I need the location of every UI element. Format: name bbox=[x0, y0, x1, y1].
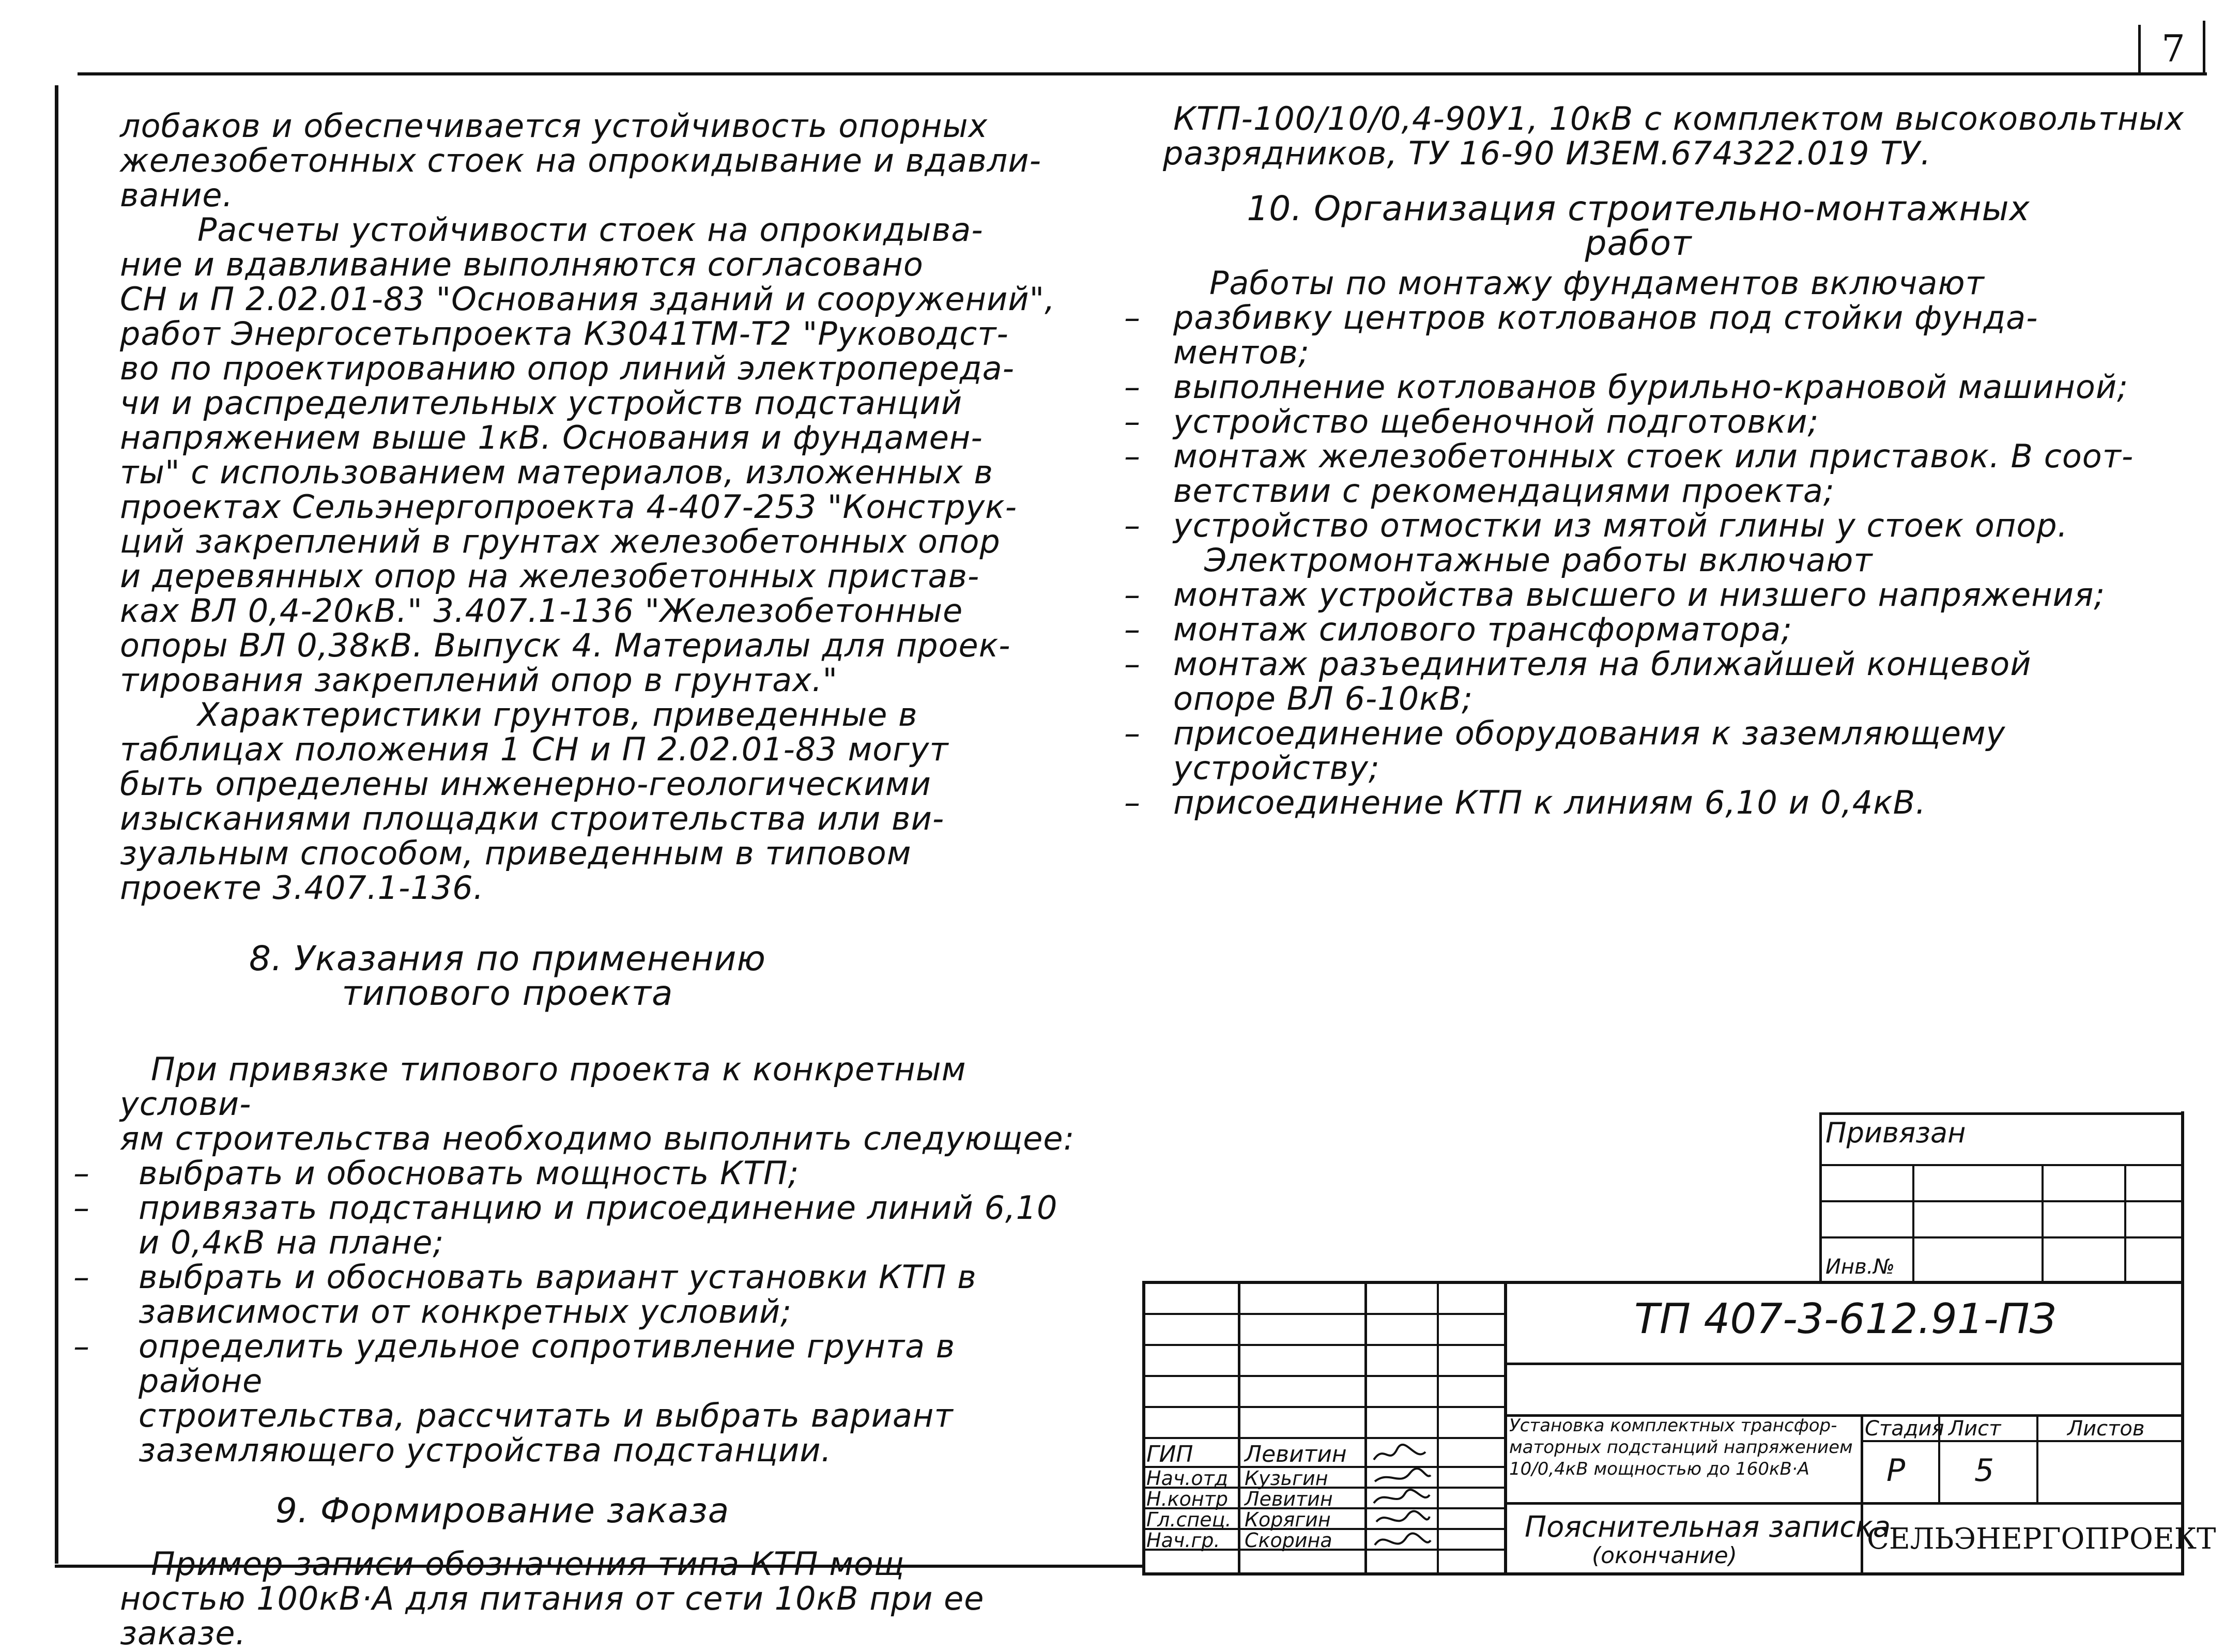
list-item bbox=[1124, 645, 2186, 717]
signature-mark bbox=[1376, 1511, 1430, 1522]
dash-bullet: – bbox=[1124, 645, 1141, 683]
signatory-role: Нач.отд bbox=[1146, 1467, 1229, 1490]
text-line: ние и вдавливание выполняются согласовано bbox=[120, 246, 924, 283]
list-item bbox=[1124, 610, 2186, 648]
document-name-line: (окончание) bbox=[1592, 1542, 1737, 1569]
intro-line: железобетонных стоек на опрокидывание и вдавли- bbox=[120, 142, 1041, 179]
tb-line bbox=[1504, 1502, 2184, 1505]
signatory-role: ГИП bbox=[1146, 1441, 1193, 1467]
list-item bbox=[1124, 299, 2186, 371]
intro-line: лобаков и обеспечивается устойчивость опорных bbox=[120, 107, 988, 145]
tb-line bbox=[1142, 1281, 1145, 1575]
text-line: тирования закреплений опор в грунтах." bbox=[120, 661, 838, 699]
text-line: проекте 3.407.1-136. bbox=[120, 869, 484, 907]
text-line: привязать подстанцию и присоединение линий 6,10 bbox=[139, 1189, 1058, 1227]
text-line: Расчеты устойчивости стоек на опрокидыва- bbox=[197, 211, 984, 249]
sheet-header: Лист bbox=[1948, 1417, 2001, 1441]
text-line: опоры ВЛ 0,38кВ. Выпуск 4. Материалы для проек- bbox=[120, 626, 1011, 664]
inventory-label: Инв.№ bbox=[1825, 1255, 1895, 1279]
section-8-heading bbox=[120, 941, 895, 1011]
text-line: выбрать и обосновать мощность КТП; bbox=[139, 1154, 800, 1192]
text-line: присоединение оборудования к заземляющему bbox=[1173, 714, 2006, 752]
left-frame-line bbox=[55, 85, 58, 1564]
tb-line bbox=[1142, 1375, 1504, 1377]
text-line: разбивку центров котлованов под стойки фунда- bbox=[1173, 299, 2038, 336]
dash-bullet: – bbox=[73, 1154, 90, 1192]
text-line: выбрать и обосновать вариант установки КТП в bbox=[139, 1258, 977, 1296]
tb-line bbox=[2181, 1111, 2184, 1575]
tb-line bbox=[1142, 1344, 1504, 1346]
dash-bullet: – bbox=[73, 1189, 90, 1227]
text-line: монтаж разъединителя на ближайшей концевой bbox=[1173, 645, 2032, 683]
text-line: опоре ВЛ 6-10кВ; bbox=[1173, 680, 1474, 717]
section-title-line: 10. Организация строительно-монтажных bbox=[1247, 189, 2030, 228]
dash-bullet: – bbox=[1124, 507, 1141, 544]
section-title-line: 8. Указания по применению bbox=[249, 939, 766, 978]
text-line: строительства, рассчитать и выбрать вариант bbox=[139, 1397, 954, 1434]
tb-line bbox=[1364, 1281, 1367, 1575]
text-line: таблицах положения 1 СН и П 2.02.01-83 могут bbox=[120, 730, 949, 768]
dash-bullet: – bbox=[73, 1327, 90, 1365]
text-line: работ Энергосетьпроекта К3041ТМ-Т2 "Руководст- bbox=[120, 315, 1009, 353]
text-line: зависимости от конкретных условий; bbox=[139, 1293, 792, 1330]
section-8-body bbox=[73, 1050, 1081, 1469]
tb-line bbox=[1142, 1406, 1504, 1408]
list-item bbox=[1124, 368, 2186, 406]
project-title-line: Установка комплектных трансфор- bbox=[1509, 1415, 1837, 1436]
list-item bbox=[1124, 507, 2186, 544]
signature-mark bbox=[1375, 1469, 1431, 1481]
text-line: изысканиями площадки строительства или ви- bbox=[120, 800, 945, 837]
signatory-name: Скорина bbox=[1245, 1529, 1332, 1552]
signatory-name: Левитин bbox=[1245, 1488, 1333, 1510]
signatory-role: Гл.спец. bbox=[1146, 1508, 1232, 1531]
binding-title: Привязан bbox=[1825, 1116, 1966, 1149]
stamp-line bbox=[1819, 1200, 2181, 1202]
organization-name: СЕЛЬЭНЕРГОПРОЕКТ bbox=[1867, 1522, 2216, 1556]
stamp-line bbox=[1819, 1164, 2181, 1166]
stage-header: Стадия bbox=[1865, 1417, 1944, 1441]
tb-line bbox=[1142, 1281, 2184, 1284]
text-line: ям строительства необходимо выполнить следующее: bbox=[120, 1120, 1075, 1157]
text-line: зуальным способом, приведенным в типовом bbox=[120, 834, 912, 872]
text-line: определить удельное сопротивление грунта в районе bbox=[139, 1327, 956, 1400]
soil-paragraph bbox=[120, 697, 1081, 905]
page-number: 7 bbox=[2161, 27, 2185, 70]
stamp-line bbox=[1819, 1112, 2181, 1115]
text-line: проектах Сельэнергопроекта 4-407-253 "Конструк- bbox=[120, 488, 1017, 526]
section-10-heading bbox=[1173, 191, 2104, 261]
text-line: заказе. bbox=[120, 1614, 247, 1652]
signatory-role: Н.контр bbox=[1146, 1488, 1228, 1510]
tb-line bbox=[1142, 1437, 1504, 1439]
dash-bullet: – bbox=[1124, 610, 1141, 648]
tb-line bbox=[1504, 1363, 2184, 1365]
top-frame-line bbox=[78, 72, 2207, 75]
text-line: чи и распределительных устройств подстанций bbox=[120, 384, 963, 422]
list-item bbox=[73, 1327, 1081, 1469]
dash-bullet: – bbox=[1124, 576, 1141, 614]
stamp-line bbox=[2124, 1164, 2126, 1283]
signatory-name: Корягин bbox=[1245, 1508, 1331, 1531]
signatory-name: Левитин bbox=[1245, 1441, 1347, 1467]
text-line: и деревянных опор на железобетонных пристав- bbox=[120, 557, 980, 595]
project-title-line: маторных подстанций напряжением bbox=[1509, 1437, 1853, 1458]
dash-bullet: – bbox=[1124, 437, 1141, 475]
list-item bbox=[1124, 403, 2186, 440]
left-column bbox=[73, 107, 1081, 1652]
dash-bullet: – bbox=[1124, 784, 1141, 821]
intro-line: вание. bbox=[120, 176, 234, 214]
list-item bbox=[73, 1258, 1081, 1330]
signatory-role: Нач.гр. bbox=[1146, 1529, 1220, 1552]
tb-line bbox=[1504, 1281, 1507, 1575]
dash-bullet: – bbox=[1124, 299, 1141, 336]
signature-mark bbox=[1374, 1490, 1430, 1503]
text-line: СН и П 2.02.01-83 "Основания зданий и сооружений", bbox=[120, 280, 1055, 318]
tb-line bbox=[1142, 1572, 2184, 1575]
right-column bbox=[1124, 100, 2186, 821]
text-line: выполнение котлованов бурильно-крановой машиной; bbox=[1173, 368, 2129, 406]
foundation-intro: Работы по монтажу фундаментов включают bbox=[1209, 264, 1985, 302]
signature-mark bbox=[1374, 1445, 1425, 1460]
text-line: Характеристики грунтов, приведенные в bbox=[197, 696, 918, 733]
stamp-line bbox=[1819, 1112, 1822, 1283]
stamp-line bbox=[1819, 1236, 2181, 1238]
text-line: устройству; bbox=[1173, 749, 1380, 787]
text-line: ностью 100кВ·А для питания от сети 10кВ при ее bbox=[120, 1580, 985, 1617]
tb-line bbox=[1142, 1313, 1504, 1315]
text-line: во по проектированию опор линий электропереда- bbox=[120, 349, 1015, 387]
text-line: и 0,4кВ на плане; bbox=[139, 1223, 444, 1261]
text-line: присоединение КТП к линиям 6,10 и 0,4кВ. bbox=[1173, 784, 1926, 821]
text-line: При привязке типового проекта к конкретным услови- bbox=[120, 1050, 966, 1123]
dash-bullet: – bbox=[1124, 403, 1141, 440]
signature-scribbles bbox=[1369, 1439, 1436, 1573]
tb-line bbox=[1861, 1414, 1863, 1575]
stamp-line bbox=[2042, 1164, 2044, 1283]
page-box-left bbox=[2138, 25, 2141, 75]
text-line: ках ВЛ 0,4-20кВ." 3.407.1-136 "Железобетонные bbox=[120, 592, 963, 630]
list-item bbox=[73, 1154, 1081, 1192]
section-9-heading bbox=[120, 1491, 885, 1531]
stamp-line bbox=[1912, 1164, 1914, 1283]
document-code: ТП 407-3-612.91-ПЗ bbox=[1634, 1295, 2056, 1343]
signature-mark bbox=[1375, 1533, 1431, 1545]
text-line: устройство щебеночной подготовки; bbox=[1173, 403, 1819, 440]
text-line: ветствии с рекомендациями проекта; bbox=[1173, 472, 1835, 510]
sheets-header: Листов bbox=[2067, 1417, 2145, 1441]
stage-value: Р bbox=[1886, 1452, 1906, 1489]
list-item bbox=[1124, 437, 2186, 510]
text-line: устройство отмостки из мятой глины у стоек опор. bbox=[1173, 507, 2068, 544]
list-item bbox=[1124, 576, 2186, 614]
text-line: монтаж силового трансформатора; bbox=[1173, 610, 1792, 648]
list-item bbox=[1124, 784, 2186, 821]
text-line: монтаж железобетонных стоек или приставок. В соот- bbox=[1173, 437, 2134, 475]
section-title-line: типового проекта bbox=[342, 973, 673, 1013]
tb-line bbox=[2036, 1414, 2038, 1502]
text-line: ций закреплений в грунтах железобетонных опор bbox=[120, 523, 1001, 560]
text-line: Пример записи обозначения типа КТП мощ- bbox=[151, 1545, 917, 1583]
page-box-right bbox=[2203, 21, 2205, 75]
calc-paragraph bbox=[120, 212, 1081, 697]
electrical-list bbox=[1124, 576, 2186, 821]
dash-bullet: – bbox=[1124, 714, 1141, 752]
text-line: монтаж устройства высшего и низшего напряжения; bbox=[1173, 576, 2106, 614]
tb-line bbox=[1238, 1281, 1240, 1575]
electrical-intro: Электромонтажные работы включают bbox=[1204, 541, 1873, 579]
foundation-list bbox=[1124, 299, 2186, 544]
text-line: КТП-100/10/0,4-90У1, 10кВ с комплектом высоковольтных bbox=[1173, 100, 2185, 137]
section-9-body bbox=[120, 1547, 1081, 1650]
document-name-line: Пояснительная записка bbox=[1525, 1510, 1891, 1544]
dash-bullet: – bbox=[73, 1258, 90, 1296]
sheet-value: 5 bbox=[1974, 1452, 1994, 1489]
project-title-line: 10/0,4кВ мощностью до 160кВ·А bbox=[1509, 1459, 1809, 1479]
section-title-line: 9. Формирование заказа bbox=[275, 1491, 730, 1531]
signatory-name: Кузьгин bbox=[1245, 1467, 1328, 1490]
text-line: ментов; bbox=[1173, 333, 1310, 371]
list-item bbox=[1124, 714, 2186, 787]
list-item bbox=[73, 1189, 1081, 1261]
tb-line bbox=[1437, 1281, 1439, 1575]
text-line: напряжением выше 1кВ. Основания и фундамен- bbox=[120, 419, 983, 456]
text-line: заземляющего устройства подстанции. bbox=[139, 1431, 832, 1469]
text-line: разрядников, ТУ 16-90 ИЗЕМ.674322.019 ТУ. bbox=[1163, 134, 1931, 172]
dash-bullet: – bbox=[1124, 368, 1141, 406]
text-line: ты" с использованием материалов, изложенных в bbox=[120, 453, 993, 491]
section-title-line: работ bbox=[1585, 223, 1692, 263]
text-line: быть определены инженерно-геологическими bbox=[120, 765, 931, 803]
